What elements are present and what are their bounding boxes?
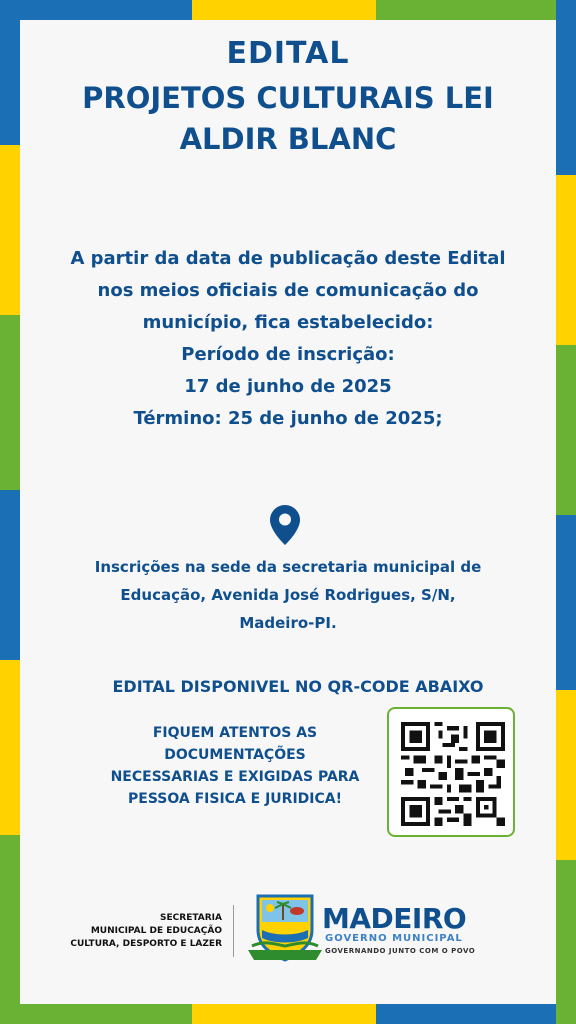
municipal-crest-icon (244, 890, 326, 968)
qr-code[interactable] (401, 721, 505, 827)
announcement-line: A partir da data de publicação deste Edital (70, 248, 506, 269)
documents-notice (70, 722, 400, 810)
registration-period-label: Período de inscrição: (181, 344, 395, 365)
notice-line: NECESSARIAS E EXIGIDAS PARA (110, 769, 360, 785)
announcement-text (30, 243, 546, 435)
location-pin-icon (270, 505, 300, 545)
madeiro-brand-name: MADEIRO (322, 902, 467, 935)
secretaria-logo-text (50, 912, 222, 951)
registration-end-date: Término: 25 de junho de 2025; (133, 408, 443, 429)
address-line: Madeiro-PI. (239, 614, 337, 632)
address-line: Inscrições na sede da secretaria municipal de (94, 558, 482, 576)
project-title: PROJETOS CULTURAIS LEI ALDIR BLANC (82, 81, 494, 156)
address-line: Educação, Avenida José Rodrigues, S/N, (120, 586, 456, 604)
registration-start-date: 17 de junho de 2025 (184, 376, 392, 397)
notice-line: FIQUEM ATENTOS AS (152, 725, 318, 741)
qr-code-box[interactable] (387, 707, 515, 837)
secretaria-line: SECRETARIA (160, 913, 222, 923)
registration-address (50, 553, 526, 637)
announcement-line: município, fica estabelecido: (142, 312, 434, 333)
edital-title: EDITAL (226, 36, 350, 71)
qr-heading: EDITAL DISPONIVEL NO QR-CODE ABAIXO (112, 677, 484, 696)
announcement-line: nos meios oficiais de comunicação do (97, 280, 479, 301)
madeiro-brand-sub: GOVERNO MUNICIPAL (325, 933, 463, 944)
madeiro-slogan: GOVERNANDO JUNTO COM O POVO (325, 947, 476, 955)
secretaria-line: CULTURA, DESPORTO E LAZER (70, 939, 222, 949)
notice-line: PESSOA FISICA E JURIDICA! (128, 791, 342, 807)
secretaria-line: MUNICIPAL DE EDUCAÇÃO (90, 926, 222, 936)
notice-line: DOCUMENTAÇÕES (164, 747, 306, 763)
footer-divider (233, 905, 234, 957)
